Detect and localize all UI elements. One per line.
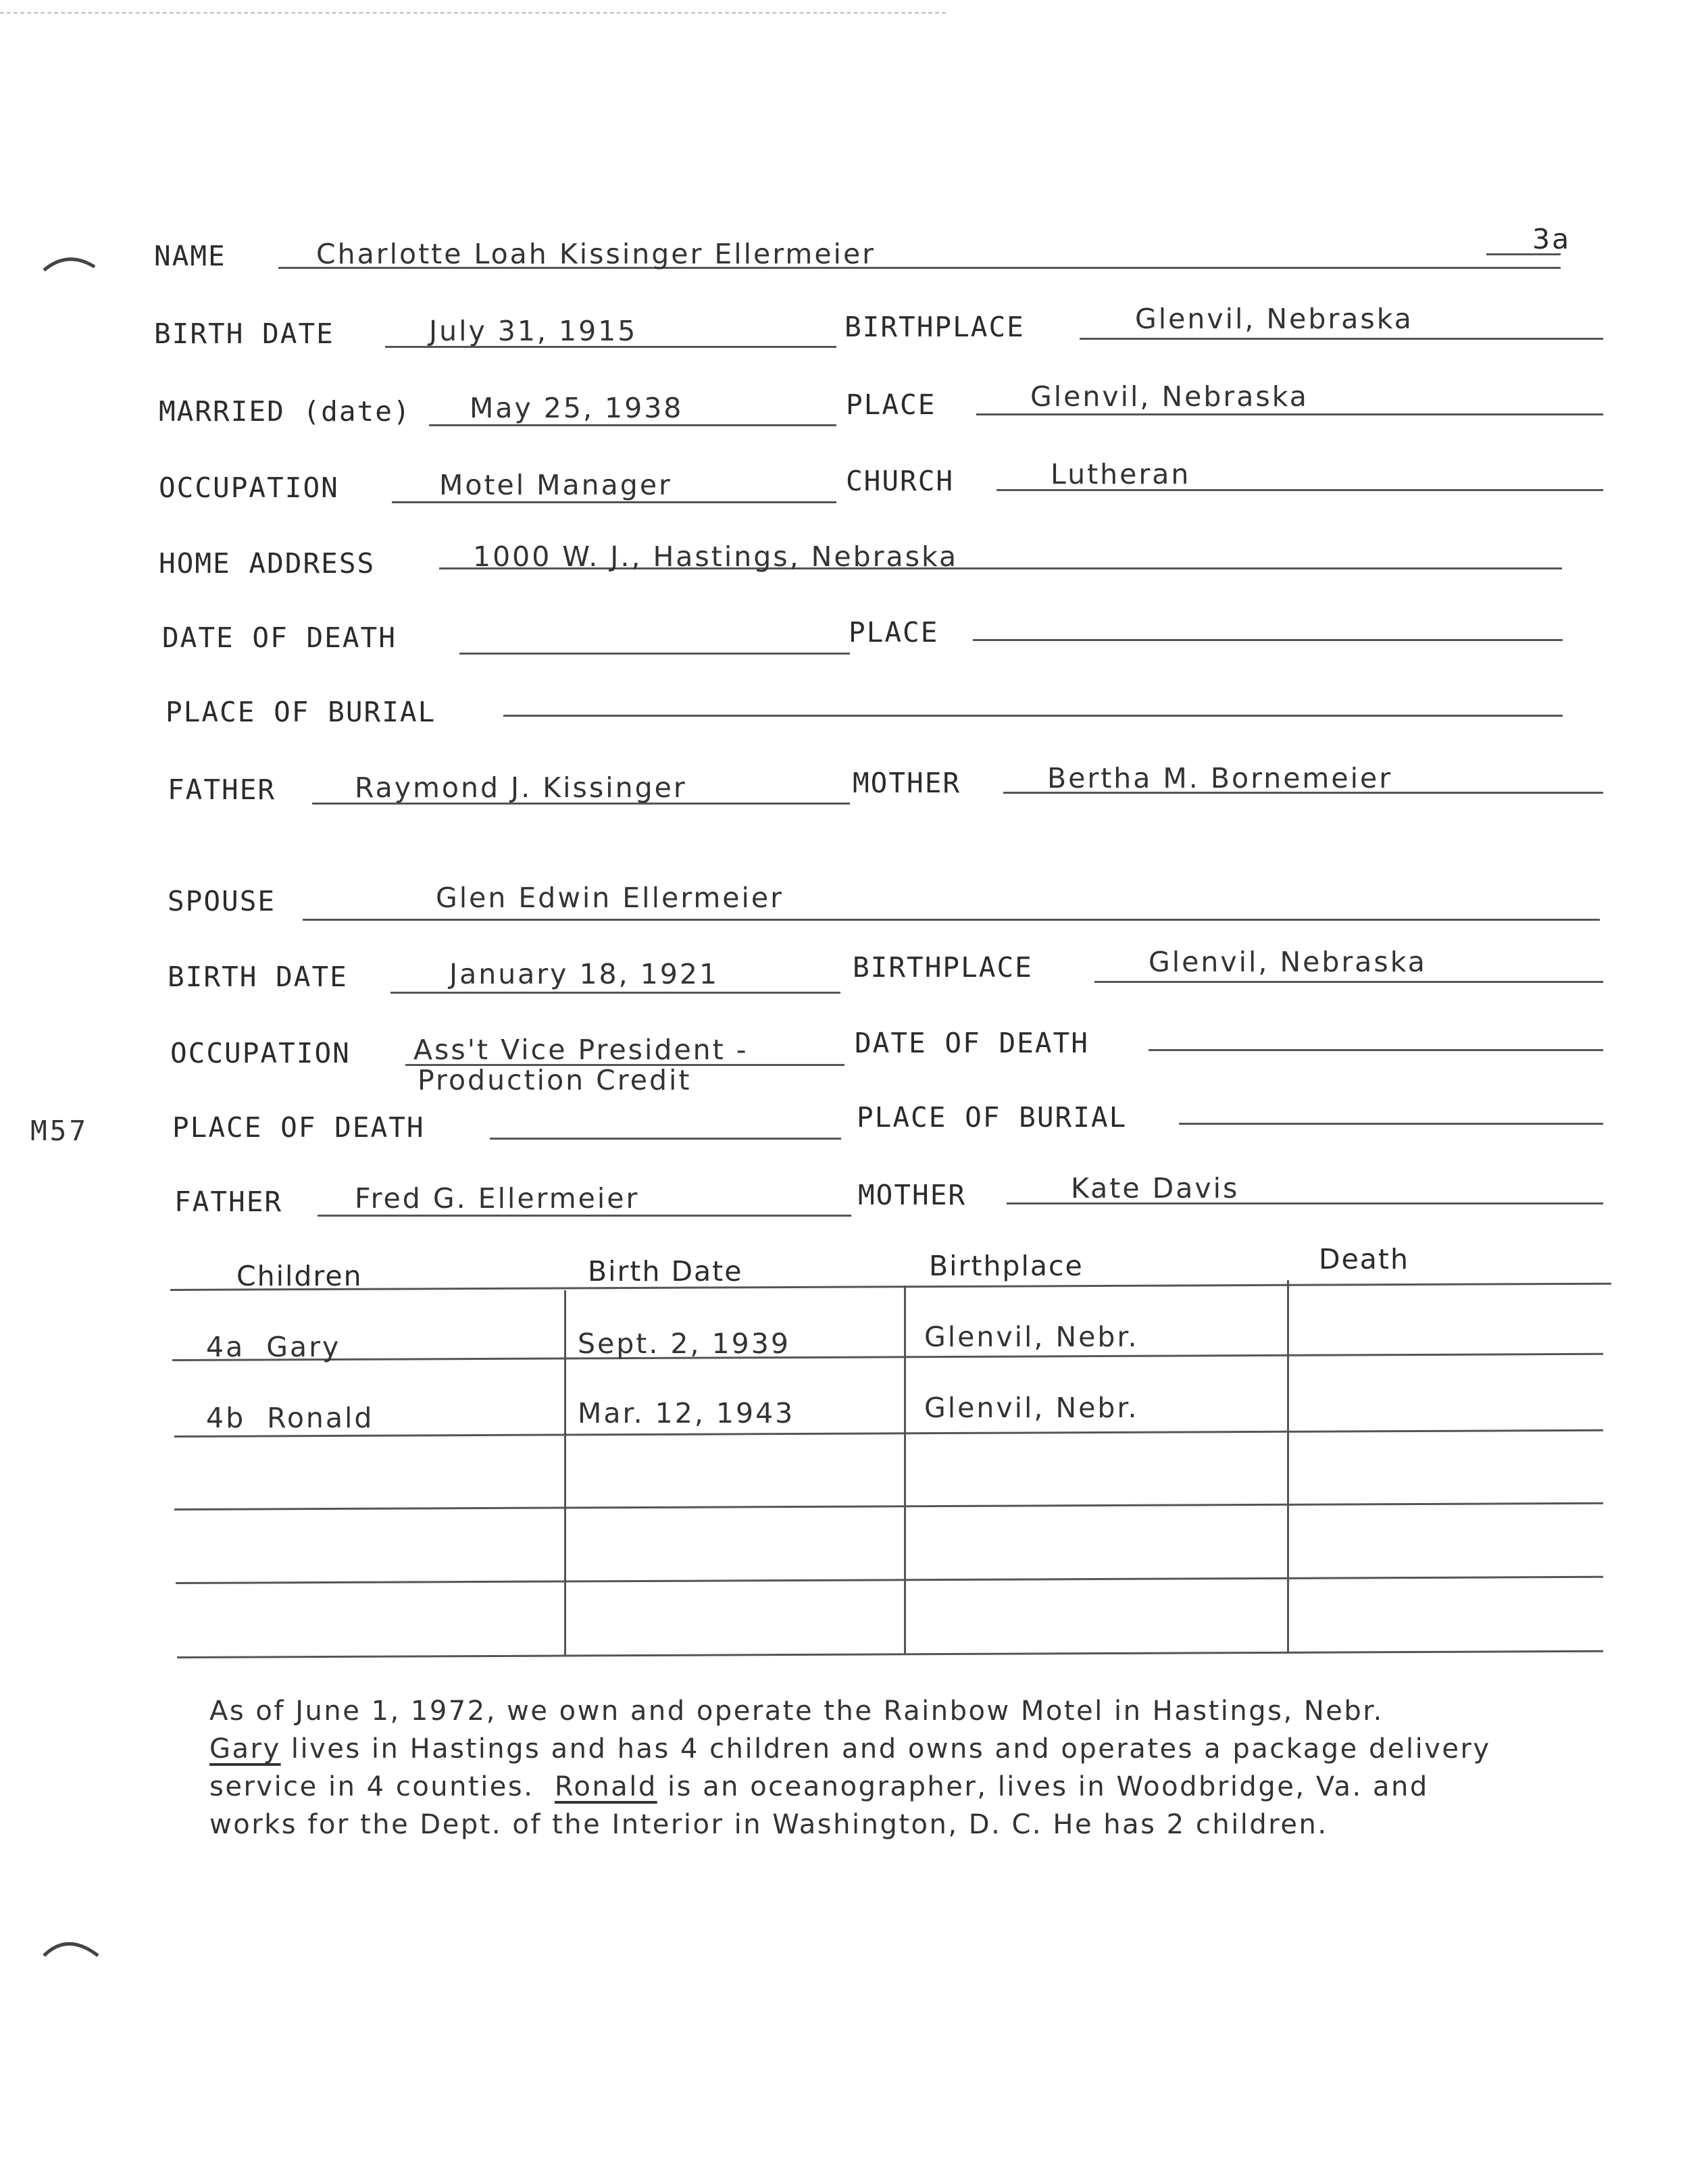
church-label: CHURCH [846,465,955,497]
margin-note: M57 [30,1115,89,1147]
name-value: Charlotte Loah Kissinger Ellermeier [316,238,876,270]
notes-name-gary: Gary [209,1733,281,1764]
spouse-mother-value: Kate Davis [1071,1172,1240,1204]
birth-date-label: BIRTH DATE [154,318,334,350]
notes-line-1: As of June 1, 1972, we own and operate the Rainbow Motel in Hastings, Nebr. [209,1696,1384,1727]
birthplace-label: BIRTHPLACE [844,311,1025,343]
married-line [429,424,836,426]
spouse-occupation-line1: Ass't Vice President - [413,1034,749,1066]
death-place-line [973,639,1563,641]
date-of-death-line [459,653,850,655]
spouse-burial-label: PLACE OF BURIAL [857,1101,1128,1134]
burial-line [503,715,1563,717]
name-label: NAME [154,240,226,272]
notes-name-ronald: Ronald [554,1771,657,1802]
married-place-label: PLACE [846,388,936,421]
spouse-label: SPOUSE [168,885,276,917]
notes-line-3-pre: service in 4 counties. [209,1771,555,1802]
occupation-value: Motel Manager [439,469,672,501]
child-birthplace: Glenvil, Nebr. [924,1321,1139,1353]
date-of-death-label: DATE OF DEATH [162,621,397,654]
spouse-birthplace-label: BIRTHPLACE [853,951,1033,984]
header-death: Death [1319,1243,1409,1275]
church-value: Lutheran [1051,458,1191,490]
table-rule-row1 [172,1353,1603,1361]
notes-line-2-text: lives in Hastings and has 4 children and owns and operates a package delivery [280,1733,1491,1764]
child-name: 4b Ronald [206,1402,374,1434]
child-birth-date: Sept. 2, 1939 [578,1327,790,1360]
spouse-birth-date-value: January 18, 1921 [449,958,720,990]
notes-paragraph [209,1692,1491,1844]
occupation-label: OCCUPATION [159,472,339,504]
mother-label: MOTHER [853,767,961,799]
notes-line-3-text: is an oceanographer, lives in Woodbridge, Va. and [657,1771,1429,1802]
birthplace-line [1080,338,1603,340]
child-birthplace: Glenvil, Nebr. [924,1392,1139,1424]
spouse-line [303,919,1600,921]
notes-line-3 [209,1768,1491,1806]
table-col-divider-2 [904,1286,906,1654]
table-rule-row4 [176,1576,1603,1584]
spouse-father-value: Fred G. Ellermeier [355,1182,640,1215]
table-rule-bottom [177,1650,1603,1658]
header-birthplace: Birthplace [929,1250,1084,1282]
binder-hole-mark-top [41,243,101,284]
notes-line-4: works for the Dept. of the Interior in Washington, D. C. He has 2 children. [209,1809,1328,1840]
page-number: 3a [1532,223,1571,255]
binder-hole-mark-bottom [41,1925,101,1973]
married-label: MARRIED (date) [159,395,411,428]
child-name: 4a Gary [206,1331,341,1363]
scan-edge-top [0,12,946,14]
spouse-birthplace-value: Glenvil, Nebraska [1149,946,1427,978]
home-address-value: 1000 W. J., Hastings, Nebraska [473,540,959,573]
spouse-birth-date-line [390,992,840,994]
header-children: Children [236,1260,363,1292]
child-birth-date: Mar. 12, 1943 [578,1397,795,1429]
spouse-occupation-line2: Production Credit [418,1064,692,1096]
father-value: Raymond J. Kissinger [355,771,687,804]
mother-value: Bertha M. Bornemeier [1047,762,1393,794]
spouse-value: Glen Edwin Ellermeier [436,882,784,914]
birthplace-value: Glenvil, Nebraska [1135,303,1413,335]
spouse-father-label: FATHER [174,1186,283,1218]
spouse-birth-date-label: BIRTH DATE [168,961,348,993]
father-label: FATHER [168,773,276,806]
header-birth-date: Birth Date [588,1255,743,1288]
spouse-date-of-death-label: DATE OF DEATH [855,1027,1089,1059]
spouse-birthplace-line [1094,981,1603,983]
birth-date-value: July 31, 1915 [429,315,638,347]
table-col-divider-1 [564,1290,566,1655]
death-place-label: PLACE [849,616,939,649]
burial-label: PLACE OF BURIAL [166,696,436,728]
spouse-place-of-death-line [490,1138,841,1140]
table-col-divider-3 [1287,1280,1289,1652]
table-rule-row3 [174,1502,1603,1510]
page-number-line [1486,253,1561,255]
home-address-label: HOME ADDRESS [159,547,376,580]
spouse-burial-line [1179,1123,1603,1125]
table-rule-header [170,1283,1611,1291]
occupation-line [392,501,836,503]
notes-line-2 [209,1730,1491,1768]
spouse-mother-label: MOTHER [858,1179,967,1211]
married-place-line [976,413,1603,415]
spouse-date-of-death-line [1149,1049,1603,1051]
married-value: May 25, 1938 [470,392,684,424]
spouse-place-of-death-label: PLACE OF DEATH [172,1111,425,1144]
spouse-occupation-label: OCCUPATION [170,1037,351,1069]
married-place-value: Glenvil, Nebraska [1030,380,1309,413]
spouse-father-line [318,1215,851,1217]
table-rule-row2 [174,1429,1603,1438]
